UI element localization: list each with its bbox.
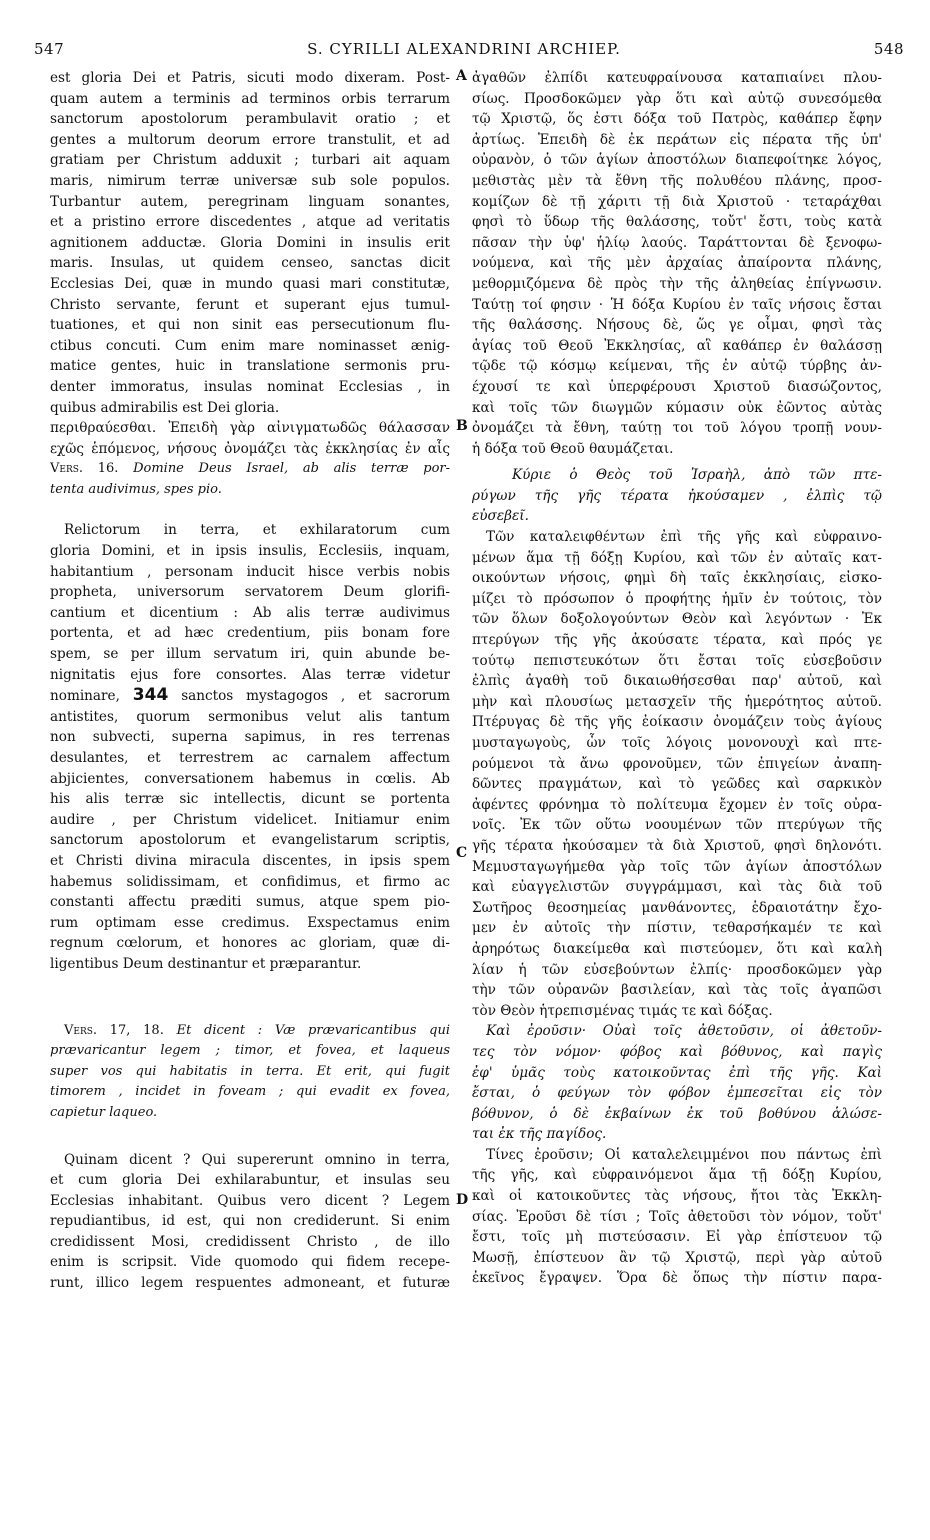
text-line: ἁγίας τοῦ Θεοῦ Ἐκκλησίας, αἳ καθάπερ ἐν θαλάσσῃ bbox=[472, 337, 882, 354]
text-line: καὶ εὐαγγελιστῶν συγγράμμασι, καὶ τὰς διὰ τοῦ bbox=[472, 879, 882, 896]
text-line: οὐρανὸν, ὁ τῶν ἁγίων ἀποστόλων διαπεφοίτηκε λόγος, bbox=[472, 152, 882, 169]
greek-paragraph-2 bbox=[472, 527, 882, 1021]
text-line: ligentibus Deum destinantur et præparantur. bbox=[50, 955, 362, 972]
text-line: μυσταγωγοὺς, ὧν τοῖς λόγοις μονονουχὶ καὶ πτε- bbox=[472, 735, 882, 751]
verse-16-label: Vers. 16. bbox=[50, 461, 119, 477]
text-line: ἀφέντες φρόνημα τὸ πολίτευμα ἔχομεν ἐν τοῖς οὐρα- bbox=[472, 796, 882, 813]
verse-17-label: Vers. 17, 18. bbox=[64, 1022, 164, 1038]
text-line: prævaricantur legem ; timor, et fovea, et laqueus bbox=[50, 1043, 450, 1059]
text-line: constanti affectu præditi sumus, atque spem pio- bbox=[50, 894, 450, 911]
text-line: Κύριε ὁ Θεὸς τοῦ Ἰσραὴλ, ἀπὸ τῶν πτε- bbox=[512, 467, 882, 484]
text-line: Turbantur autem, peregrinam linguam sonantes, bbox=[50, 193, 450, 210]
text-line: capietur laqueo. bbox=[50, 1104, 158, 1120]
text-line: ἔσται, ὁ φεύγων τὸν φόβον ἐμπεσεῖται εἰς τὸν bbox=[472, 1085, 882, 1102]
page-number-right: 548 bbox=[873, 40, 904, 58]
text-line: quibus admirabilis est Dei gloria. bbox=[50, 399, 280, 416]
running-title: S. CYRILLI ALEXANDRINI ARCHIEP. bbox=[307, 40, 621, 58]
text-line: μεθιστὰς μὲν τὰ ἔθνη τῆς πολυθέου πλάνης, προσ- bbox=[472, 172, 882, 189]
text-line: μένων ἅμα τῇ δόξῃ Κυρίου, καὶ τῶν ἐν αὐταῖς κατ- bbox=[472, 549, 882, 566]
greek-spill-lines bbox=[50, 418, 450, 459]
text-line: κομίζων δὲ τῇ χάριτι τῇ διὰ Χριστοῦ · τεταράχθαι bbox=[472, 193, 882, 210]
text-line: matice gentes, huic in translatione sermonis pru- bbox=[50, 358, 450, 375]
text-line: est gloria Dei et Patris, sicuti modo dixeram. Post- bbox=[50, 70, 450, 86]
text-line: maris, nimirum terræ universæ sub sole populos. bbox=[50, 172, 450, 189]
text-line: super vos qui habitatis in terra. Et erit, qui fugit bbox=[50, 1063, 450, 1079]
text-line: Ecclesias Dei, quæ in mundo quasi mari constitutæ, bbox=[50, 275, 450, 292]
text-line: ἀγαθῶν ἐλπίδι κατευφραίνουσα καταπιαίνει πλου- bbox=[472, 70, 882, 86]
text-line: sanctorum apostolorum et evangelistarum scriptis, bbox=[50, 832, 450, 849]
text-line: τῆς γῆς, καὶ εὐφραινόμενοι ἅμα τῇ δόξῃ Κυρίου, bbox=[472, 1167, 882, 1184]
text-line: spem, se per illum servatum iri, quin abunde be- bbox=[50, 646, 450, 663]
text-line: ἔστι, τοῖς μὴ πιστεύσασιν. Εἰ γὰρ ἐπίστευον τῷ bbox=[472, 1229, 882, 1246]
text-line: μεν ἐν αὐτοῖς τὴν πίστιν, τεθαρσήκαμέν τε καὶ bbox=[472, 920, 882, 937]
text-line: timorem , incidet in foveam ; qui evadit ex fovea, bbox=[50, 1084, 450, 1100]
text-line: καὶ οἱ κατοικοῦντες τὰς νήσους, ἤτοι τὰς Ἐκκλη- bbox=[472, 1188, 882, 1205]
text-line: ἀρηρότως διακείμεθα καὶ πιστεύομεν, ὅτι καὶ καλὴ bbox=[472, 940, 882, 957]
margin-marker-a: A bbox=[456, 68, 467, 84]
latin-paragraph-2 bbox=[50, 520, 450, 974]
text-line: ἡ δόξα τοῦ Θεοῦ θαυμάζεται. bbox=[472, 440, 674, 457]
text-line: τῷ Χριστῷ, ὅς ἐστι δόξα τοῦ Πατρὸς, καθάπερ ἔφην bbox=[472, 111, 882, 128]
text-line: τῷδε τῷ κόσμῳ κείμεναι, τῆς ἐν αὐτῷ τύρβης ἀν- bbox=[472, 358, 882, 375]
text-line: ὀνομάζει τὰ ἔθνη, ταύτῃ τοι τοῦ λόγου τροπῇ νουν- bbox=[472, 420, 882, 437]
text-line: Τῶν καταλειφθέντων ἐπὶ τῆς γῆς καὶ εὐφραινο- bbox=[486, 529, 882, 546]
text-line: rum optimam esse credimus. Exspectamus enim bbox=[50, 914, 450, 931]
verse-16-text-cont: tenta audivimus, spes pio. bbox=[50, 481, 222, 497]
text-line: βόθυνον, ὁ δὲ ἐκβαίνων ἐκ τοῦ βοθύνου ἁλώσε- bbox=[472, 1105, 882, 1122]
text-line: Ecclesias inhabitant. Quibus vero dicent ? Legem bbox=[50, 1192, 450, 1209]
text-line: Μωσῇ, ἐπίστευον ἂν τῷ Χριστῷ, περὶ γὰρ αὐτοῦ bbox=[472, 1249, 882, 1266]
text-line: εὐσεβεῖ. bbox=[472, 508, 529, 525]
latin-paragraph-1 bbox=[50, 68, 450, 418]
text-line: gratiam per Christum adduxit ; turbari ait aquam bbox=[50, 152, 450, 169]
text-line: δῶντες πραγμάτων, καὶ τὸ γεῶδες καὶ σαρκικὸν bbox=[472, 776, 882, 793]
text-line: antistites, quorum sermonibus velut alis tantum bbox=[50, 708, 450, 725]
text-line: ἐφ' ὑμᾶς τοὺς κατοικοῦντας ἐπὶ τῆς γῆς. Καὶ bbox=[472, 1064, 882, 1081]
text-line: portenta, et ad hæc credentium, piis bonam fore bbox=[50, 625, 450, 642]
verse-17-heading bbox=[50, 1021, 450, 1124]
greek-column bbox=[472, 68, 882, 1289]
latin-column bbox=[50, 68, 450, 1294]
text-line: μίζει τὸ πρόσωπον ὁ προφήτης ἡμῖν ἐν τούτοις, τὸν bbox=[472, 590, 882, 607]
page-header bbox=[24, 40, 904, 60]
text-line: τὸν Θεὸν ἡτρεπισμένας τιμάς τε καὶ δόξας. bbox=[472, 1002, 773, 1019]
text-line: καὶ τοῖς τῶν διωγμῶν κύμασιν οὐκ ἐῶντος αὐτὰς bbox=[472, 399, 882, 416]
text-line: γῆς τέρατα ἠκούσαμεν τὰ διὰ Χριστοῦ, φησὶ δηλονότι. bbox=[472, 837, 882, 854]
greek-paragraph-1 bbox=[472, 68, 882, 459]
text-line: σίως. Προσδοκῶμεν γὰρ ὅτι καὶ αὐτῷ συνεσόμεθα bbox=[472, 90, 882, 107]
text-line: et a pristino errore discedentes , atque ad veritatis bbox=[50, 214, 450, 231]
verse-17-text: Et dicent : Væ prævaricantibus qui bbox=[176, 1022, 450, 1038]
text-line-with-number bbox=[50, 685, 450, 707]
text-line: cantium et dicentium : Ab alis terræ audivimus bbox=[50, 604, 450, 621]
text-line: Christo servante, ferunt et superant ejus tumul- bbox=[50, 296, 450, 313]
text-line: habemus solidissimam, et confidimus, et firmo ac bbox=[50, 873, 450, 890]
margin-marker-c: C bbox=[456, 845, 468, 861]
text-line: abjicientes, conversationem habemus in cœlis. Ab bbox=[50, 770, 450, 787]
text-line: tuationes, et qui non sinit eas persecutionum flu- bbox=[50, 317, 450, 334]
text-line: his alis terræ sic intellectis, dicunt se portenta bbox=[50, 791, 450, 808]
greek-paragraph-3 bbox=[472, 1145, 882, 1289]
text-line: credidissent Mosi, credidissent Christo , de illo bbox=[50, 1233, 450, 1250]
text-line: εχῶς ἑπόμενος, νήσους ὀνομάζει τὰς ἐκκλησίας ἐν αἷς bbox=[50, 440, 450, 457]
text-line: et cum gloria Dei exhilarabuntur, et insulas seu bbox=[50, 1172, 450, 1189]
text-line: μὴν καὶ πλουσίως μετασχεῖν τῆς ἡμερότητος αὐτοῦ. bbox=[472, 693, 882, 710]
greek-verse-16 bbox=[472, 465, 882, 527]
text-line: τες τὸν νόμον· φόβος καὶ βόθυνος, καὶ παγὶς bbox=[472, 1043, 882, 1060]
margin-marker-d: D bbox=[456, 1192, 469, 1208]
text-line: ἐλπὶς ἀγαθὴ τοῦ δικαιωθήσεσθαι παρ' αὐτοῦ, καὶ bbox=[472, 673, 882, 690]
text-line: ἀρτίως. Ἐπειδὴ δὲ ἐκ περάτων εἰς πέρατα τῆς ὑπ' bbox=[472, 131, 882, 148]
text-line: περιθραύεσθαι. Ἐπειδὴ γὰρ αἰνιγματωδῶς θάλασσαν bbox=[50, 420, 450, 437]
text-line: non subvecti, superna sapimus, in res terrenas bbox=[50, 729, 450, 746]
text-line: τούτῳ πεπιστευκότων ὅτι ἔσται τοῖς εὐσεβοῦσιν bbox=[472, 652, 882, 669]
text-line: σίας. Ἐροῦσι δὲ τίσι ; Τοῖς ἀθετοῦσι τὸν νόμον, τοὔτ' bbox=[472, 1208, 882, 1225]
text-line: ἐκεῖνος ἔγραψεν. Ὅρα δὲ ὅπως τὴν πίστιν παρα- bbox=[472, 1270, 882, 1287]
text-line: propheta, universorum servatorem Deum glorifi- bbox=[50, 584, 450, 601]
text-line bbox=[50, 1021, 450, 1042]
text-fragment: nominare, bbox=[50, 688, 120, 705]
text-fragment: sanctos mystagogos , et sacrorum bbox=[181, 688, 450, 705]
text-line: regnum cœlorum, et honores ac gloriam, quæ di- bbox=[50, 935, 450, 952]
text-line: νούμενα, καὶ τῆς μὲν ἀρχαίας ἀπαίροντα πλάνης, bbox=[472, 255, 882, 272]
text-line: nignitatis ejus fore consortes. Alas terræ videtur bbox=[50, 666, 450, 683]
text-line: τῶν ὅλων δοξολογούντων Θεὸν καὶ λεγόντων · Ἐκ bbox=[472, 611, 882, 628]
text-line: οικούντων νήσοις, φημὶ δὴ ταῖς ἐκκλησίαις, εἰσκο- bbox=[472, 570, 882, 587]
text-line: denter immoratus, insulas nominat Ecclesias , in bbox=[50, 378, 450, 395]
text-line: τὴν τῶν οὐρανῶν βασιλείαν, καὶ τὰς τοῖς ἀγαπῶσι bbox=[472, 982, 882, 999]
text-line: habitantium , personam inducit hisce verbis nobis bbox=[50, 563, 450, 580]
text-line: τῆς θαλάσσης. Νήσους δὲ, ὥς γε οἶμαι, φησὶ τὰς bbox=[472, 317, 882, 334]
margin-marker-b: B bbox=[456, 418, 468, 434]
text-line: Relictorum in terra, et exhilaratorum cum bbox=[64, 522, 450, 539]
text-line: ται ἐκ τῆς παγίδος. bbox=[472, 1126, 607, 1143]
text-line: έχουσί τε καὶ ὑπερφέρουσι Χριστοῦ διασώζοντος, bbox=[472, 378, 882, 395]
text-line: νοῖς. Ἐκ τῶν οὕτω νοουμένων τῶν πτερύγων τῆς bbox=[472, 817, 882, 834]
text-line: runt, illico legem respuentes admoneant, et futuræ bbox=[50, 1275, 450, 1292]
text-line: audire , per Christum videlicet. Initiamur enim bbox=[50, 811, 450, 828]
text-line: et Christi divina miracula discentes, in ipsis spem bbox=[50, 852, 450, 869]
text-line: enim is scripsit. Vide quomodo qui fidem recepe- bbox=[50, 1254, 450, 1271]
text-line: ctibus concuti. Cum enim mare nominasset ænig- bbox=[50, 337, 450, 354]
text-line: agnitionem adductæ. Gloria Domini in insulis erit bbox=[50, 234, 450, 251]
text-line: Πτέρυγας δὲ τῆς γῆς ἐοίκασιν ὀνομάζειν τοὺς ἁγίους bbox=[472, 714, 882, 731]
text-line: Μεμυσταγωγήμεθα γὰρ τοῖς τῶν ἁγίων ἀποστόλων bbox=[472, 858, 882, 875]
text-line: πτερύγων τῆς γῆς ἀκούσατε τέρατα, καὶ πρός γε bbox=[472, 632, 882, 649]
text-line: λίαν ἡ τῶν εὐσεβούντων ἐλπίς· προσδοκῶμεν γὰρ bbox=[472, 961, 882, 978]
text-line: πᾶσαν τὴν ὑφ' ἡλίῳ λαούς. Ταράττονται δὲ ξενοφω- bbox=[472, 234, 882, 251]
text-line: sanctorum apostolorum perambulavit oratio ; et bbox=[50, 111, 450, 128]
text-line: Τίνες ἐροῦσιν; Οἱ καταλελειμμένοι που πάντως ἐπὶ bbox=[486, 1146, 882, 1163]
text-line: ρύγων τῆς γῆς τέρατα ἠκούσαμεν , ἐλπὶς τῷ bbox=[472, 487, 882, 504]
page-number-left: 547 bbox=[34, 40, 65, 58]
text-line: repudiantibus, id est, qui non crediderunt. Si enim bbox=[50, 1213, 450, 1230]
text-line: ρούμενοι τὰ ἄνω φρονοῦμεν, τῶν ἐπιγείων ἀναπη- bbox=[472, 755, 882, 772]
verse-16-heading bbox=[50, 459, 450, 480]
text-line: μεθορμιζόμενα δὲ πρὸς τὴν τῆς ἀληθείας ἐπίγνωσιν. bbox=[472, 275, 882, 292]
text-line: φησὶ τὸ ὕδωρ τῆς θαλάσσης, τοὔτ' ἔστι, τοὺς κατὰ bbox=[472, 214, 882, 231]
latin-paragraph-3 bbox=[50, 1150, 450, 1294]
text-line: gentes a multorum deorum errore transtulit, et ad bbox=[50, 131, 450, 148]
text-line: gloria Domini, et in ipsis insulis, Ecclesiis, inquam, bbox=[50, 543, 450, 560]
text-line: maris. Insulas, ut quidem censeo, sanctas dicit bbox=[50, 255, 450, 272]
text-line: desulantes, et terrestrem ac carnalem affectum bbox=[50, 750, 450, 766]
text-line: Quinam dicent ? Qui supererunt omnino in terra, bbox=[64, 1151, 450, 1168]
text-line: Σωτῆρος θεοσημείας μανθάνοντες, ἑδραιοτάτην ἔχο- bbox=[472, 899, 882, 916]
greek-verse-17 bbox=[472, 1021, 882, 1145]
text-line: quam autem a terminis ad terminos orbis terrarum bbox=[50, 90, 450, 107]
verse-16-text: Domine Deus Israel, ab alis terræ por- bbox=[133, 461, 450, 477]
text-line: Ταύτῃ τοί φησιν · Ἡ δόξα Κυρίου ἐν ταῖς νήσοις ἔσται bbox=[472, 296, 882, 313]
inline-page-number: 344 bbox=[132, 685, 169, 706]
text-line: Καὶ ἐροῦσιν· Οὐαὶ τοῖς ἀθετοῦσιν, οἱ ἀθετοῦν- bbox=[486, 1023, 882, 1040]
